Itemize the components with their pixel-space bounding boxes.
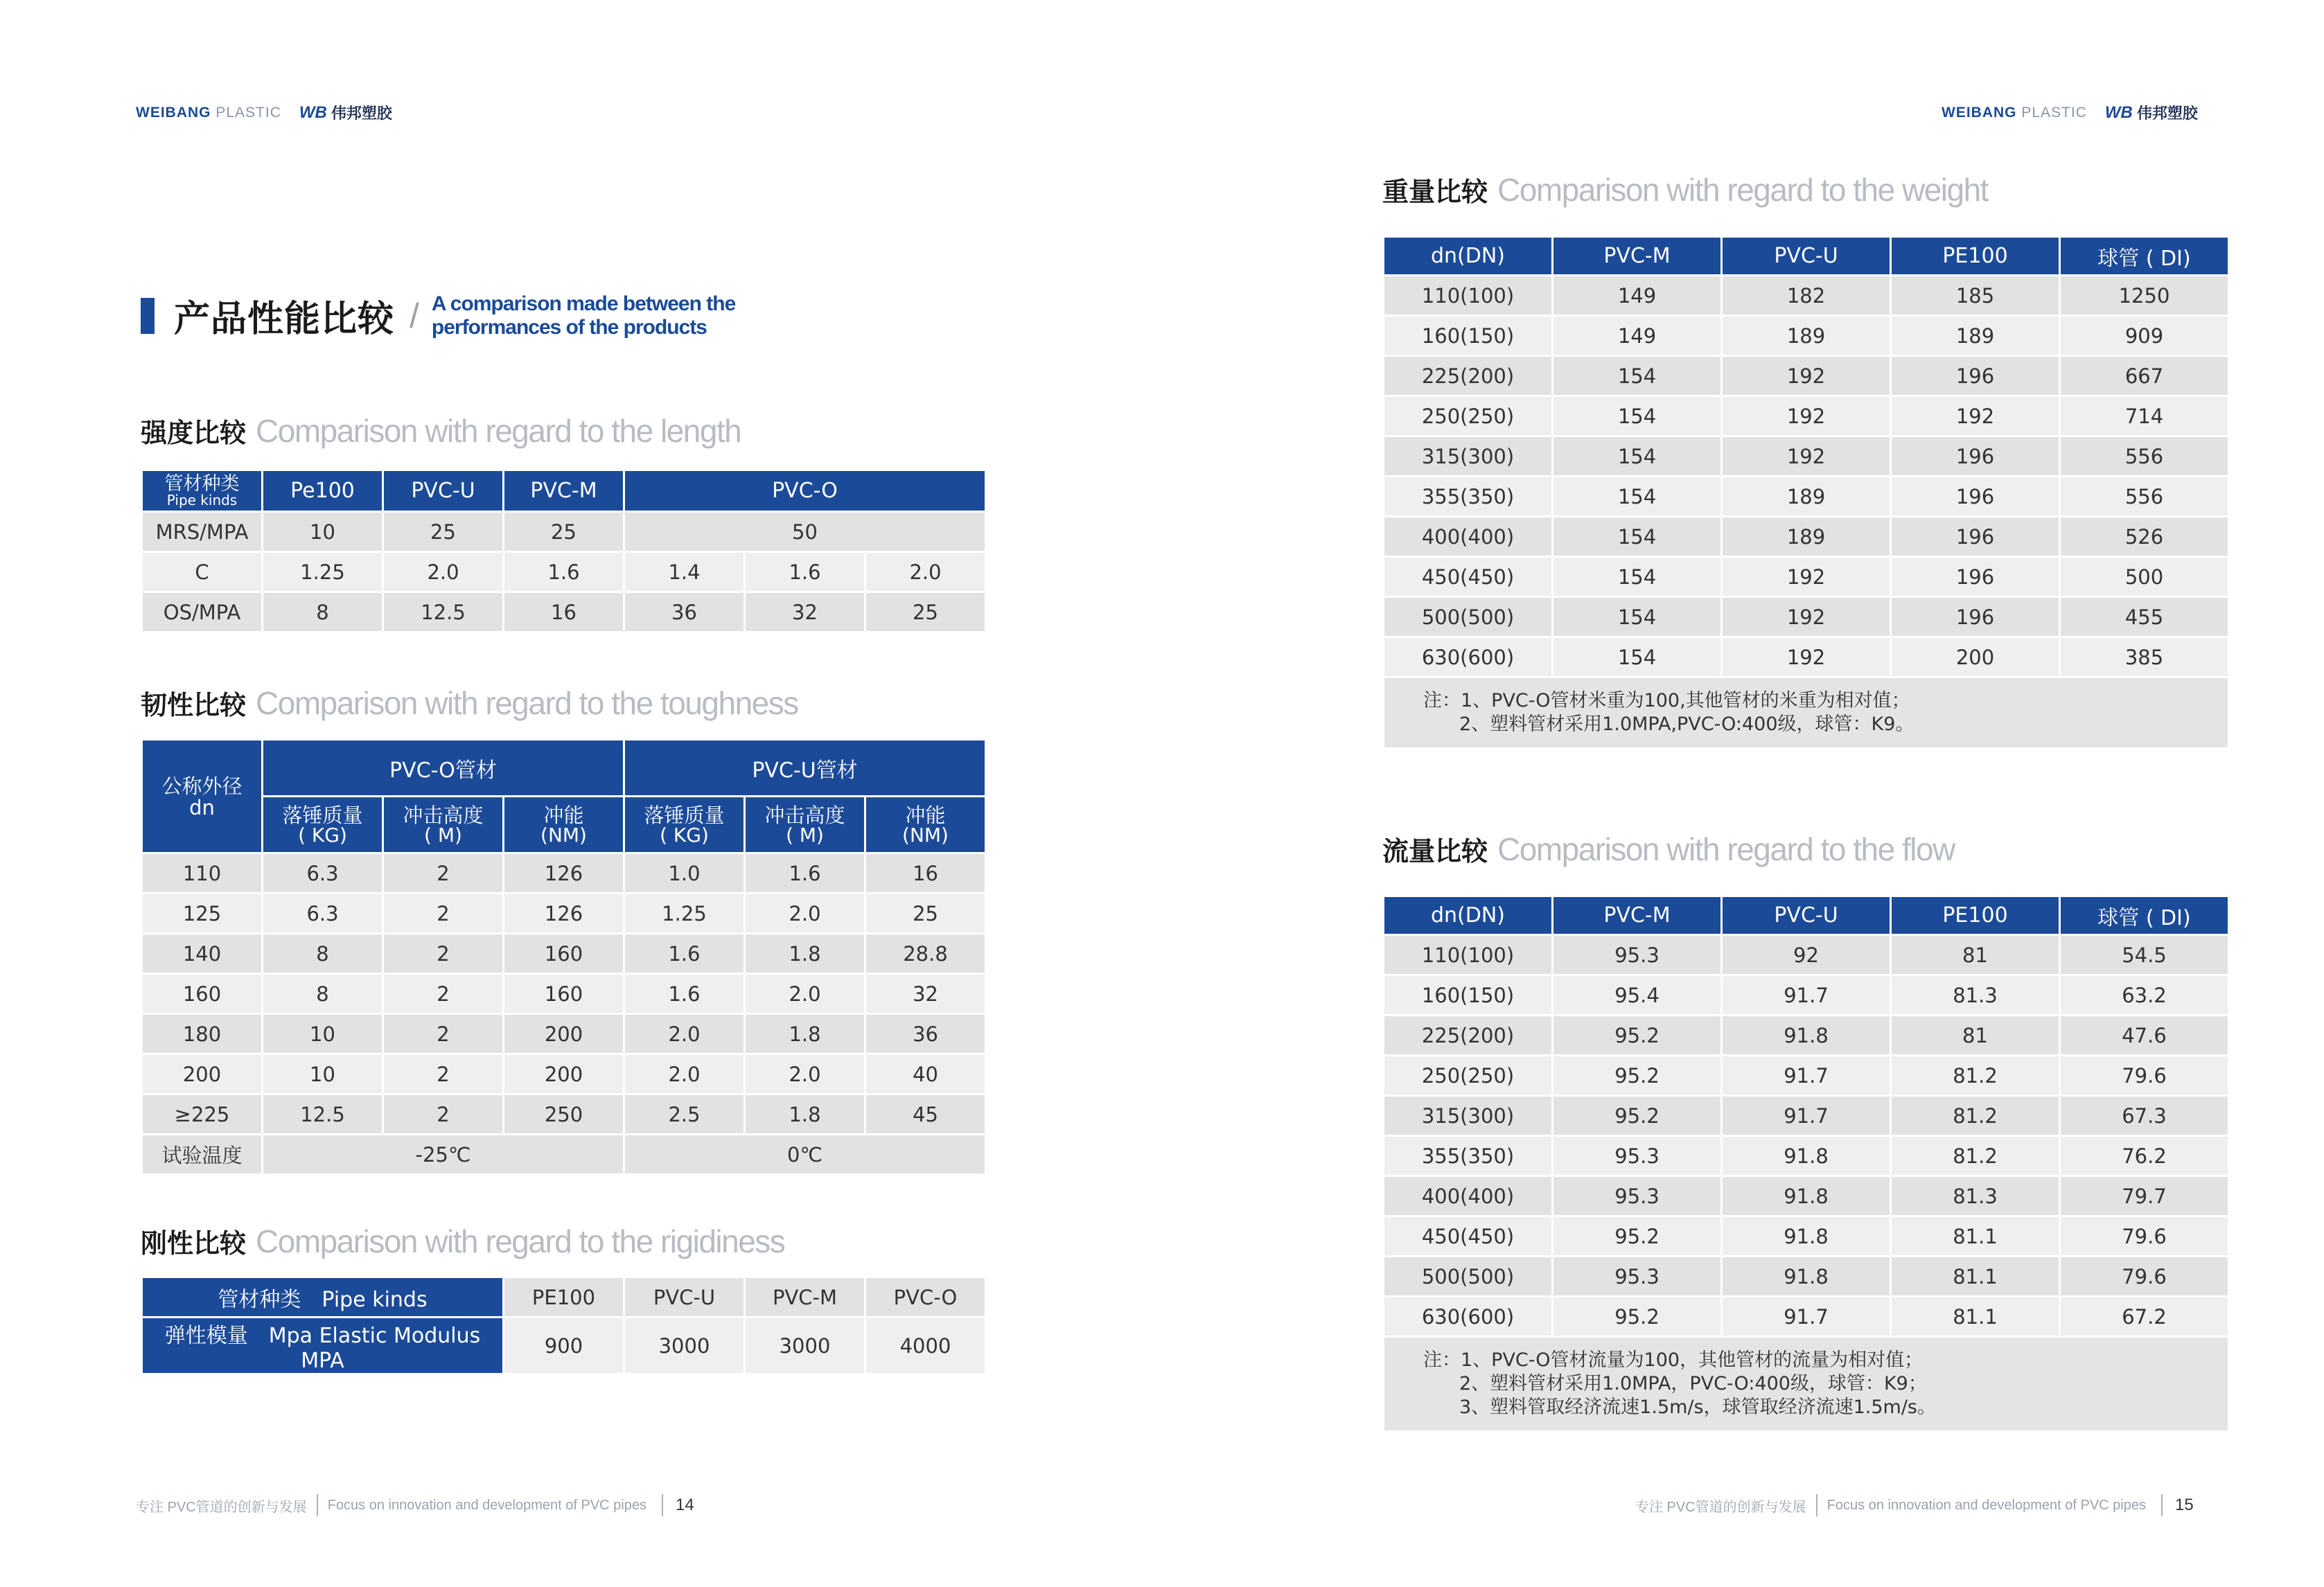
table-cell: 160	[142, 974, 263, 1014]
table-cell: 67.2	[2060, 1297, 2229, 1337]
table-row	[1384, 436, 2229, 477]
table-row	[1384, 1136, 2229, 1176]
table-cell: 450(450)	[1384, 557, 1553, 597]
footer-left: 专注 PVC管道的创新与发展 Focus on innovation and development of PVC pipes 14	[136, 1494, 694, 1516]
table-cell: 200	[504, 1054, 624, 1094]
table-cell: 160(150)	[1384, 975, 1553, 1016]
table-row: MRS/MPA 10 25 25 50	[142, 512, 986, 552]
table-cell: 556	[2060, 477, 2229, 517]
table-cell: 154	[1553, 396, 1722, 436]
table-cell: 1250	[2060, 276, 2229, 316]
table-row	[142, 853, 986, 894]
page-title	[141, 290, 735, 342]
table-row	[1384, 396, 2229, 436]
table-cell: 500(500)	[1384, 1257, 1553, 1297]
table-cell: 110(100)	[1384, 276, 1553, 316]
rigidity-heading: 刚性比较 Comparison with regard to the rigidiness	[141, 1223, 785, 1259]
table-cell: 192	[1722, 637, 1891, 677]
table-cell: 2	[383, 1014, 504, 1054]
table-cell: 189	[1722, 316, 1891, 356]
table-cell: 91.7	[1722, 1096, 1891, 1136]
table-row	[142, 1054, 986, 1094]
table-cell: 10	[263, 1054, 383, 1094]
table-cell: 192	[1722, 557, 1891, 597]
table-cell: 909	[2060, 316, 2229, 356]
table-cell: 2.5	[624, 1094, 745, 1135]
table-row	[1384, 477, 2229, 517]
rigidity-table	[141, 1276, 987, 1375]
table-row	[1384, 1297, 2229, 1337]
table-cell: 154	[1553, 436, 1722, 477]
table-cell: 25	[865, 894, 986, 934]
table-cell: 2	[383, 974, 504, 1014]
table-cell: 630(600)	[1384, 1297, 1553, 1337]
table-cell: 81.1	[1891, 1216, 2060, 1257]
table-cell: 95.2	[1553, 1297, 1722, 1337]
table-cell: 2.0	[745, 894, 865, 934]
table-row	[1384, 1096, 2229, 1136]
table-cell: 315(300)	[1384, 1096, 1553, 1136]
table-cell: 95.2	[1553, 1016, 1722, 1056]
table-cell: 556	[2060, 436, 2229, 477]
table-cell: 95.3	[1553, 1257, 1722, 1297]
table-cell: 714	[2060, 396, 2229, 436]
table-cell: 140	[142, 934, 263, 974]
table-cell: 79.6	[2060, 1257, 2229, 1297]
table-cell: 81.2	[1891, 1096, 2060, 1136]
table-row: 试验温度 -25℃ 0℃	[142, 1135, 986, 1175]
table-cell: 6.3	[263, 853, 383, 894]
table-cell: 36	[865, 1014, 986, 1054]
page-number: 14	[675, 1496, 694, 1514]
weight-table: dn(DN) PVC-M PVC-U PE100 球管 ( DI) 110(100) 149 182 185 1250 160(150) 149 189 189 909 225(200) 154 192 196 667 250(250) 154 192 192 714 315(300) 154 192 196 556 355(350) 154 189 196 556 400(400) 154 189 196 526 450(450) 154 192 196 500 500(500) 154 192 196 455 630(600) 154 192 200 385 注：1、PVC-O管材米重为100,其他管材的米重为相对值； 2、塑料管材采用1.0MPA,PVC-O:400级，球管：K9。	[1382, 236, 2230, 750]
table-cell: 95.2	[1553, 1056, 1722, 1096]
table-cell: 455	[2060, 597, 2229, 637]
table-cell: 154	[1553, 517, 1722, 557]
table-cell: 2	[383, 934, 504, 974]
table-cell: 250	[504, 1094, 624, 1135]
table-cell: 95.3	[1553, 1176, 1722, 1216]
table-row	[1384, 517, 2229, 557]
table-cell: 315(300)	[1384, 436, 1553, 477]
table-cell: 28.8	[865, 934, 986, 974]
table-cell: 667	[2060, 356, 2229, 396]
table-cell: 160(150)	[1384, 316, 1553, 356]
table-cell: 32	[865, 974, 986, 1014]
table-cell: 154	[1553, 597, 1722, 637]
table-cell: 81.2	[1891, 1136, 2060, 1176]
table-cell: 200	[1891, 637, 2060, 677]
table-cell: 81.1	[1891, 1257, 2060, 1297]
table-cell: 400(400)	[1384, 1176, 1553, 1216]
table-row	[142, 934, 986, 974]
table-cell: 2.0	[624, 1014, 745, 1054]
table-cell: 126	[504, 894, 624, 934]
table-cell: 192	[1722, 396, 1891, 436]
table-row	[1384, 637, 2229, 677]
table-cell: 95.4	[1553, 975, 1722, 1016]
table-cell: 1.8	[745, 1014, 865, 1054]
table-cell: 10	[263, 1014, 383, 1054]
table-cell: 400(400)	[1384, 517, 1553, 557]
table-cell: 40	[865, 1054, 986, 1094]
table-cell: 1.8	[745, 1094, 865, 1135]
table-cell: 196	[1891, 436, 2060, 477]
page-number: 15	[2174, 1496, 2194, 1514]
strength-table: 管材种类 Pipe kinds Pe100 PVC-U PVC-M PVC-O MRS/MPA 10 25 25 50 C 1.25 2.0 1.6 1.4 1.6 2.0 OS/MPA 8 12.5 16 36 32 25	[141, 469, 987, 633]
brand-logo: WB 伟邦塑胶	[299, 103, 392, 123]
table-cell: 154	[1553, 477, 1722, 517]
table-cell: 225(200)	[1384, 1016, 1553, 1056]
table-cell: 2	[383, 1094, 504, 1135]
table-cell: 2.0	[745, 1054, 865, 1094]
table-cell: 54.5	[2060, 935, 2229, 975]
weight-heading: 重量比较 Comparison with regard to the weight	[1382, 172, 1988, 208]
table-cell: 154	[1553, 557, 1722, 597]
table-cell: 450(450)	[1384, 1216, 1553, 1257]
table-cell: 125	[142, 894, 263, 934]
table-row	[1384, 1216, 2229, 1257]
table-cell: 196	[1891, 356, 2060, 396]
table-cell: 79.7	[2060, 1176, 2229, 1216]
table-row	[142, 1094, 986, 1135]
brand-header-right: WEIBANG PLASTIC WB 伟邦塑胶	[1942, 103, 2198, 123]
table-cell: 67.3	[2060, 1096, 2229, 1136]
table-cell: 189	[1891, 316, 2060, 356]
table-cell: 1.25	[624, 894, 745, 934]
toughness-heading: 韧性比较 Comparison with regard to the toughness	[141, 685, 798, 721]
table-cell: 2	[383, 1054, 504, 1094]
table-cell: 149	[1553, 316, 1722, 356]
table-cell: 81	[1891, 1016, 2060, 1056]
table-row	[142, 1014, 986, 1054]
weight-notes: 注：1、PVC-O管材米重为100,其他管材的米重为相对值； 2、塑料管材采用1.0MPA,PVC-O:400级，球管：K9。	[1384, 677, 2229, 749]
table-cell: 91.7	[1722, 1297, 1891, 1337]
table-cell: 47.6	[2060, 1016, 2229, 1056]
table-cell: 160	[504, 934, 624, 974]
table-cell: 16	[865, 853, 986, 894]
table-cell: 91.8	[1722, 1216, 1891, 1257]
table-cell: 189	[1722, 517, 1891, 557]
table-cell: 8	[263, 934, 383, 974]
table-cell: 192	[1722, 597, 1891, 637]
flow-notes: 注：1、PVC-O管材流量为100，其他管材的流量为相对值； 2、塑料管材采用1.0MPA，PVC-O:400级，球管：K9； 3、塑料管取经济流速1.5m/s，球管取经济流速1.5m/s。	[1384, 1337, 2229, 1432]
table-cell: 8	[263, 974, 383, 1014]
table-cell: 196	[1891, 557, 2060, 597]
table-row	[1384, 1056, 2229, 1096]
table-cell: 192	[1891, 396, 2060, 436]
table-row	[1384, 356, 2229, 396]
table-cell: 225(200)	[1384, 356, 1553, 396]
table-cell: 1.6	[745, 853, 865, 894]
table-cell: 500(500)	[1384, 597, 1553, 637]
table-row	[1384, 276, 2229, 316]
table-cell: 95.2	[1553, 1216, 1722, 1257]
title-divider: /	[410, 296, 419, 335]
brand-header-left	[136, 102, 392, 123]
table-cell: 196	[1891, 477, 2060, 517]
table-row	[1384, 1176, 2229, 1216]
toughness-table: 公称外径 dn PVC-O管材 PVC-U管材 落锤质量 ( KG) 冲击高度 ( M) 冲能 (NM) 落锤质量 ( KG) 冲击高度 ( M) 冲能 (NM) 110 6.3 2 126 1.0 1.6 16 125 6.3 2 126 1.25 2.0 25 140 8 2 160 1.6 1.8 28.8 160 8 2 160 1.6 2.0 32 180 10 2 200 2.0 1.8 36 200 10 2 200 2.0 2.0 40 ≥225 12.5 2 250 2.5 1.8 45 试验温度 -25℃ 0℃	[141, 738, 987, 1176]
table-row	[1384, 935, 2229, 975]
table-cell: 385	[2060, 637, 2229, 677]
table-cell: 79.6	[2060, 1056, 2229, 1096]
table-cell: 12.5	[263, 1094, 383, 1135]
table-cell: 1.6	[624, 934, 745, 974]
table-cell: 154	[1553, 356, 1722, 396]
title-accent-bar	[141, 298, 155, 334]
table-row	[1384, 1257, 2229, 1297]
brand-name: WEIBANG PLASTIC	[136, 104, 281, 121]
table-cell: 110	[142, 853, 263, 894]
table-cell: 63.2	[2060, 975, 2229, 1016]
table-cell: 355(350)	[1384, 1136, 1553, 1176]
table-cell: 81.3	[1891, 1176, 2060, 1216]
table-cell: 92	[1722, 935, 1891, 975]
table-cell: 192	[1722, 436, 1891, 477]
title-zh: 产品性能比较	[174, 299, 395, 340]
table-row	[142, 894, 986, 934]
table-cell: 45	[865, 1094, 986, 1135]
table-cell: 196	[1891, 517, 2060, 557]
table-cell: 2.0	[624, 1054, 745, 1094]
table-cell: 91.7	[1722, 975, 1891, 1016]
flow-table: dn(DN) PVC-M PVC-U PE100 球管 ( DI) 110(100) 95.3 92 81 54.5 160(150) 95.4 91.7 81.3 63.2 225(200) 95.2 91.8 81 47.6 250(250) 95.2 91.7 81.2 79.6 315(300) 95.2 91.7 81.2 67.3 355(350) 95.3 91.8 81.2 76.2 400(400) 95.3 91.8 81.3 79.7 450(450) 95.2 91.8 81.1 79.6 500(500) 95.3 91.8 81.1 79.6 630(600) 95.2 91.7 81.1 67.2 注：1、PVC-O管材流量为100，其他管材的流量为相对值； 2、塑料管材采用1.0MPA，PVC-O:400级，球管：K9； 3、塑料管取经济流速1.5m/s，球管取经济流速1.5m/s。	[1382, 895, 2230, 1433]
table-cell: 110(100)	[1384, 935, 1553, 975]
table-cell: 250(250)	[1384, 1056, 1553, 1096]
table-cell: 91.8	[1722, 1016, 1891, 1056]
table-cell: 2.0	[745, 974, 865, 1014]
table-row	[1384, 557, 2229, 597]
table-row: OS/MPA 8 12.5 16 36 32 25	[142, 592, 986, 632]
table-cell: 200	[142, 1054, 263, 1094]
table-cell: 81.3	[1891, 975, 2060, 1016]
title-en: A comparison made between the performances of the products	[431, 292, 736, 339]
table-cell: 91.8	[1722, 1257, 1891, 1297]
table-cell: 355(350)	[1384, 477, 1553, 517]
table-cell: 81.2	[1891, 1056, 2060, 1096]
table-cell: 91.8	[1722, 1136, 1891, 1176]
table-cell: 182	[1722, 276, 1891, 316]
table-cell: 126	[504, 853, 624, 894]
table-cell: 95.2	[1553, 1096, 1722, 1136]
table-cell: 192	[1722, 356, 1891, 396]
table-cell: 196	[1891, 597, 2060, 637]
table-row	[1384, 597, 2229, 637]
table-cell: 91.8	[1722, 1176, 1891, 1216]
table-cell: 95.3	[1553, 935, 1722, 975]
table-row	[1384, 1016, 2229, 1056]
table-cell: 526	[2060, 517, 2229, 557]
table-cell: 250(250)	[1384, 396, 1553, 436]
table-cell: 185	[1891, 276, 2060, 316]
footer-right: 专注 PVC管道的创新与发展 Focus on innovation and development of PVC pipes 15	[1635, 1494, 2194, 1516]
table-cell: 6.3	[263, 894, 383, 934]
table-cell: 149	[1553, 276, 1722, 316]
table-row	[1384, 316, 2229, 356]
table-cell: ≥225	[142, 1094, 263, 1135]
table-row: 管材种类 Pipe kinds PE100 PVC-U PVC-M PVC-O	[142, 1277, 986, 1318]
table-cell: 154	[1553, 637, 1722, 677]
table-cell: 2	[383, 853, 504, 894]
table-cell: 200	[504, 1014, 624, 1054]
table-cell: 81	[1891, 935, 2060, 975]
table-cell: 500	[2060, 557, 2229, 597]
table-cell: 1.8	[745, 934, 865, 974]
table-row	[142, 974, 986, 1014]
strength-heading: 强度比较 Comparison with regard to the length	[141, 413, 741, 449]
table-cell: 1.6	[624, 974, 745, 1014]
table-cell: 91.7	[1722, 1056, 1891, 1096]
table-cell: 180	[142, 1014, 263, 1054]
table-cell: 160	[504, 974, 624, 1014]
table-row	[1384, 975, 2229, 1016]
table-cell: 1.0	[624, 853, 745, 894]
table-row: C 1.25 2.0 1.6 1.4 1.6 2.0	[142, 552, 986, 592]
table-cell: 81.1	[1891, 1297, 2060, 1337]
table-cell: 79.6	[2060, 1216, 2229, 1257]
table-cell: 2	[383, 894, 504, 934]
table-cell: 95.3	[1553, 1136, 1722, 1176]
table-row: 弹性模量 Mpa Elastic Modulus MPA 900 3000 3000 4000	[142, 1318, 986, 1374]
table-cell: 76.2	[2060, 1136, 2229, 1176]
table-cell: 189	[1722, 477, 1891, 517]
flow-heading: 流量比较 Comparison with regard to the flow	[1382, 831, 1955, 867]
table-cell: 630(600)	[1384, 637, 1553, 677]
